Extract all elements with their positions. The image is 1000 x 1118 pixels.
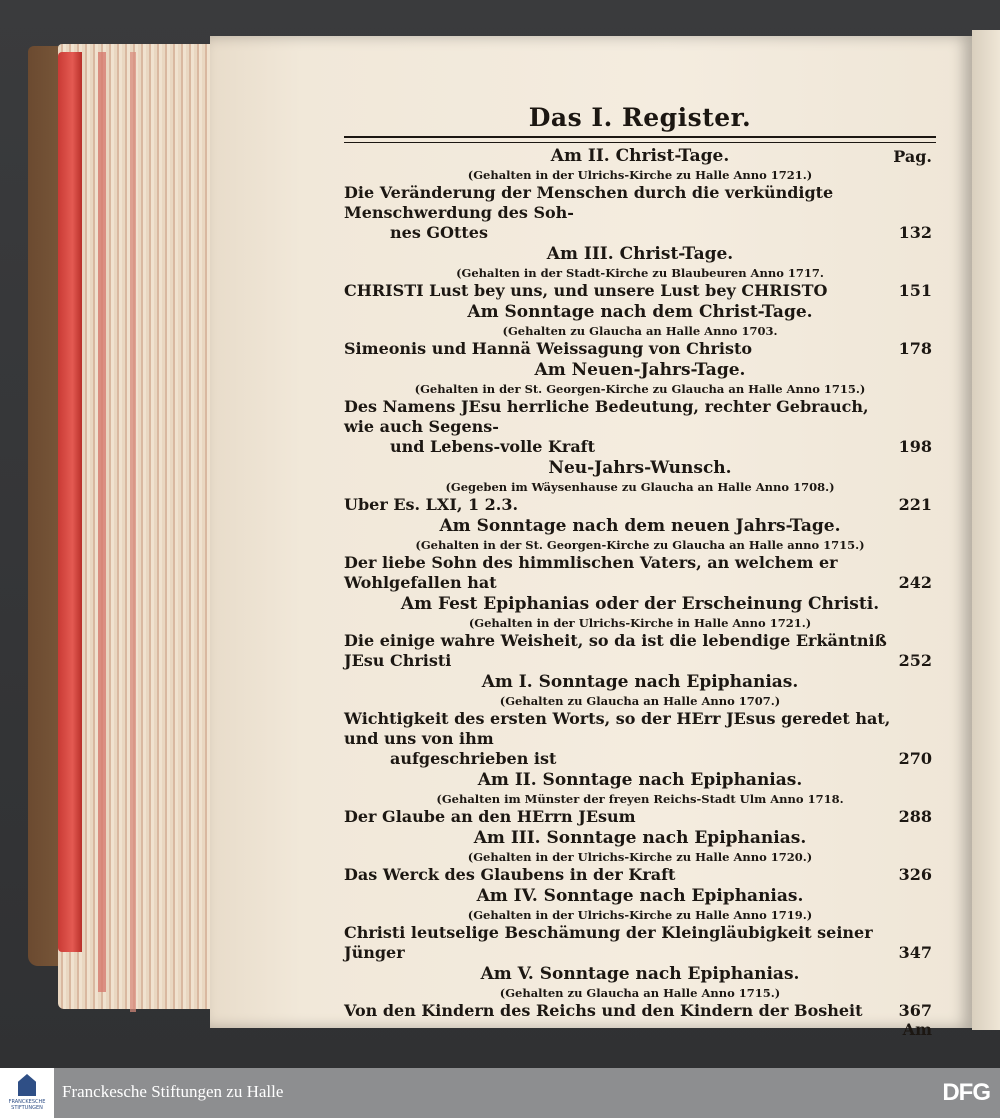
entry-title: Von den Kindern des Reichs und den Kindern der Bosheit bbox=[344, 1001, 863, 1020]
entry-title-continued: aufgeschrieben ist bbox=[390, 749, 557, 768]
occasion-heading: Am Fest Epiphanias oder der Erscheinung Christi. bbox=[400, 594, 880, 614]
institution-logo[interactable] bbox=[0, 1068, 54, 1118]
sermon-entry bbox=[344, 1001, 936, 1021]
page-number: 221 bbox=[898, 495, 932, 514]
entry-title: Der Glaube an den HErrn JEsum bbox=[344, 807, 636, 826]
place-note: (Gehalten zu Glaucha an Halle Anno 1707.) bbox=[499, 694, 781, 708]
occasion-heading: Am Sonntage nach dem neuen Jahrs-Tage. bbox=[439, 516, 841, 536]
place-note: (Gegeben im Wäysenhause zu Glaucha an Halle Anno 1708.) bbox=[445, 480, 835, 494]
sermon-entry bbox=[344, 397, 936, 457]
sermon-entry bbox=[344, 183, 936, 243]
place-note: (Gehalten in der St. Georgen-Kirche zu Glaucha an Halle Anno 1715.) bbox=[414, 382, 866, 396]
page-number: 242 bbox=[898, 573, 932, 592]
sermon-entry bbox=[344, 807, 936, 827]
occasion-heading: Am III. Christ-Tage. bbox=[546, 244, 734, 264]
red-page-edge bbox=[58, 52, 82, 952]
entry-title: Wichtigkeit des ersten Worts, so der HErr JEsus geredet hat, und uns von ihm bbox=[344, 709, 891, 748]
page-number: 198 bbox=[898, 437, 932, 456]
place-note: (Gehalten in der Ulrichs-Kirche zu Halle Anno 1719.) bbox=[467, 908, 813, 922]
entry-title: Uber Es. LXI, 1 2.3. bbox=[344, 495, 519, 514]
place-note: (Gehalten in der Ulrichs-Kirche zu Halle Anno 1720.) bbox=[467, 850, 813, 864]
occasion-heading: Am II. Sonntage nach Epiphanias. bbox=[477, 770, 803, 790]
logo-text: FRANCKESCHE STIFTUNGEN bbox=[8, 1099, 46, 1111]
pag-label: Pag. bbox=[893, 147, 932, 166]
entry-title-continued: und Lebens-volle Kraft bbox=[390, 437, 595, 456]
institution-name[interactable]: Franckesche Stiftungen zu Halle bbox=[62, 1082, 284, 1101]
building-icon bbox=[18, 1074, 36, 1096]
register-content bbox=[344, 100, 936, 1039]
footer-bar bbox=[0, 1068, 1000, 1118]
occasion-heading: Am III. Sonntage nach Epiphanias. bbox=[473, 828, 807, 848]
entry-title: Des Namens JEsu herrliche Bedeutung, rechter Gebrauch, wie auch Segens- bbox=[344, 397, 869, 436]
occasion-heading: Neu-Jahrs-Wunsch. bbox=[548, 458, 732, 478]
place-note: (Gehalten in der Ulrichs-Kirche zu Halle Anno 1721.) bbox=[467, 168, 813, 182]
place-note: (Gehalten in der Ulrichs-Kirche in Halle Anno 1721.) bbox=[468, 616, 812, 630]
catchword: Am bbox=[902, 1020, 932, 1039]
page-number: 326 bbox=[898, 865, 932, 884]
place-note: (Gehalten in der Stadt-Kirche zu Blaubeuren Anno 1717. bbox=[456, 266, 824, 280]
page-number: 151 bbox=[898, 281, 932, 300]
sermon-entry bbox=[344, 923, 936, 963]
sermon-entry bbox=[344, 631, 936, 671]
page-number: 132 bbox=[898, 223, 932, 242]
place-note: (Gehalten zu Glaucha an Halle Anno 1715.) bbox=[499, 986, 781, 1000]
entry-title-continued: nes GOttes bbox=[390, 223, 488, 242]
dfg-logo[interactable]: DFG bbox=[942, 1079, 990, 1106]
occasion-heading: Am IV. Sonntage nach Epiphanias. bbox=[476, 886, 804, 906]
entry-title: Christi leutselige Beschämung der Kleingläubigkeit seiner Jünger bbox=[344, 923, 873, 962]
entry-title: Die Veränderung der Menschen durch die verkündigte Menschwerdung des Soh- bbox=[344, 183, 834, 222]
occasion-heading: Am I. Sonntage nach Epiphanias. bbox=[481, 672, 799, 692]
entry-title: Der liebe Sohn des himmlischen Vaters, an welchem er Wohlgefallen hat bbox=[344, 553, 838, 592]
entry-title: CHRISTI Lust bey uns, und unsere Lust bey CHRISTO bbox=[344, 281, 828, 300]
place-note: (Gehalten zu Glaucha an Halle Anno 1703. bbox=[502, 324, 778, 338]
sermon-entry bbox=[344, 865, 936, 885]
register-list bbox=[344, 145, 936, 1021]
entry-title: Simeonis und Hannä Weissagung von Christo bbox=[344, 339, 753, 358]
page-number: 178 bbox=[898, 339, 932, 358]
page-edge-stripe bbox=[130, 52, 136, 1012]
entry-title: Das Werck des Glaubens in der Kraft bbox=[344, 865, 676, 884]
occasion-heading: Am Neuen-Jahrs-Tage. bbox=[534, 360, 746, 380]
page-number: 252 bbox=[898, 651, 932, 670]
place-note: (Gehalten in der St. Georgen-Kirche zu Glaucha an Halle anno 1715.) bbox=[415, 538, 865, 552]
page-title: Das I. Register. bbox=[528, 103, 752, 132]
sermon-entry bbox=[344, 709, 936, 769]
page-number: 367 bbox=[898, 1001, 932, 1020]
page-edge-stripe bbox=[98, 52, 106, 992]
facing-page-edge bbox=[972, 30, 1000, 1030]
occasion-heading: Am V. Sonntage nach Epiphanias. bbox=[480, 964, 800, 984]
page-number: 288 bbox=[898, 807, 932, 826]
entry-title: Die einige wahre Weisheit, so da ist die lebendige Erkäntniß JEsu Christi bbox=[344, 631, 887, 670]
occasion-heading: Am Sonntage nach dem Christ-Tage. bbox=[467, 302, 813, 322]
page-number: 347 bbox=[898, 943, 932, 962]
sermon-entry bbox=[344, 553, 936, 593]
page-edges bbox=[58, 44, 228, 1009]
sermon-entry bbox=[344, 281, 936, 301]
header-rule bbox=[344, 136, 936, 143]
page-number: 270 bbox=[898, 749, 932, 768]
sermon-entry bbox=[344, 339, 936, 359]
sermon-entry bbox=[344, 495, 936, 515]
place-note: (Gehalten im Münster der freyen Reichs-Stadt Ulm Anno 1718. bbox=[436, 792, 844, 806]
occasion-heading: Am II. Christ-Tage. bbox=[550, 146, 730, 166]
